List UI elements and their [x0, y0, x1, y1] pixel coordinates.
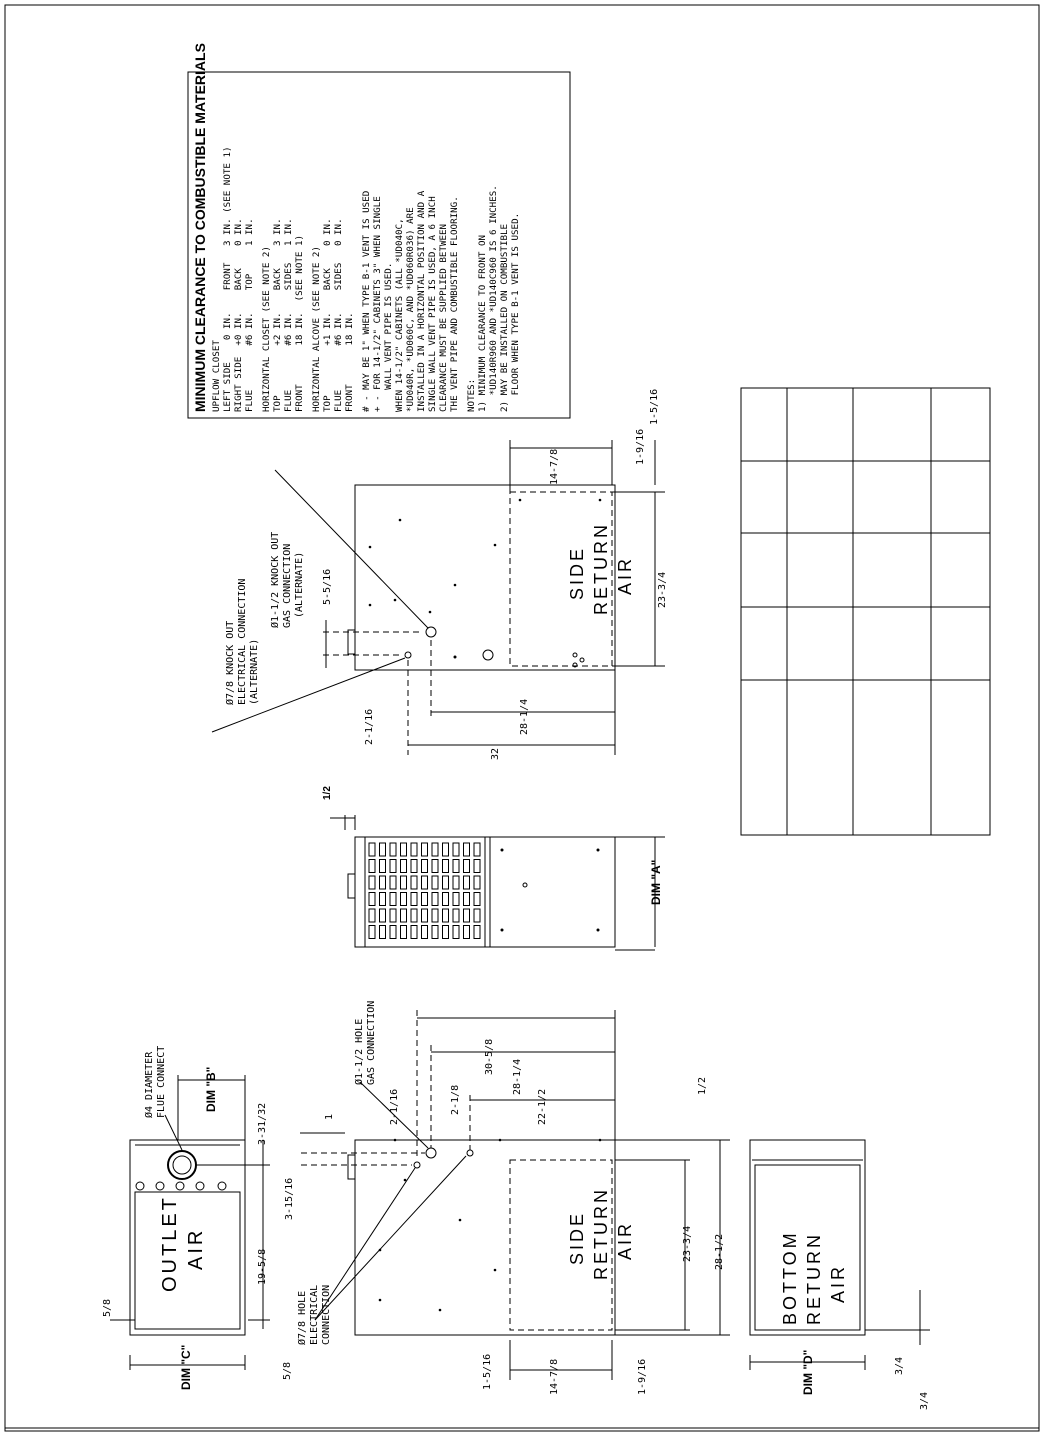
louver-slot	[411, 860, 417, 873]
louver-slot	[422, 909, 428, 922]
louver-slot	[474, 909, 480, 922]
flue-label-2: FLUE CONNECT	[156, 1045, 167, 1118]
dim-19-5-8: 19-5/8	[257, 1248, 268, 1285]
clearance-line: LEFT SIDE 0 IN. FRONT 3 IN. (SEE NOTE 1)	[222, 146, 233, 412]
dim-23-3-4-left: 23-3/4	[682, 1225, 693, 1262]
dim-23-3-4-right: 23-3/4	[657, 571, 668, 608]
dim-32: 32	[490, 747, 501, 760]
bottom-return-air-1: BOTTOM	[780, 1230, 800, 1325]
clearance-line: NOTES:	[466, 378, 477, 412]
dim-1-5-16-right: 1-5/16	[649, 388, 660, 425]
clearance-line: UPFLOW CLOSET	[211, 340, 222, 412]
louver-slot	[411, 926, 417, 939]
dim-1-5-16-left: 1-5/16	[482, 1353, 493, 1390]
bottom-return-air-2: RETURN	[804, 1232, 824, 1325]
clearance-line: FLUE #6 IN. TOP 1 IN.	[244, 218, 255, 412]
louver-slot	[464, 909, 470, 922]
flue-label-1: Ø4 DIAMETER	[144, 1051, 155, 1118]
louver-slot	[390, 893, 396, 906]
front-view	[322, 786, 665, 950]
dim-d-label: DIM "D"	[801, 1349, 815, 1395]
clearance-line: TOP +2 IN. BACK 3 IN.	[272, 218, 283, 412]
clearance-line: HORIZONTAL CLOSET (SEE NOTE 2)	[261, 246, 272, 412]
clearance-line: FLOOR WHEN TYPE B-1 VENT IS USED.	[510, 212, 521, 412]
louver-slot	[401, 926, 407, 939]
louver-slot	[443, 860, 449, 873]
dim-2-1-16-right: 2-1/16	[364, 708, 375, 745]
dim-3-4-a: 3/4	[894, 1356, 905, 1375]
clearance-line: *UD140R960 AND *UD140C960 IS 6 INCHES.	[488, 185, 499, 412]
dim-1: 1	[324, 1113, 335, 1120]
dim-1-9-16-left: 1-9/16	[637, 1358, 648, 1395]
louver-slot	[474, 876, 480, 889]
clearance-line: SINGLE WALL VENT PIPE IS USED, A 6 INCH	[427, 196, 438, 412]
louver-slot	[369, 893, 375, 906]
louver-slot	[369, 926, 375, 939]
dim-28-1-4-left: 28-1/4	[512, 1058, 523, 1095]
outlet-air-1: OUTLET	[159, 1195, 181, 1292]
louver-slot	[401, 876, 407, 889]
clearance-line: FRONT 18 IN.	[344, 312, 355, 412]
side-return-air-right-1: SIDE	[567, 545, 587, 600]
clearance-line: THE VENT PIPE AND COMBUSTIBLE FLOORING.	[449, 196, 460, 412]
louver-slot	[453, 893, 459, 906]
louver-slot	[411, 893, 417, 906]
louver-slot	[390, 860, 396, 873]
side-return-air-right-3: AIR	[615, 555, 635, 595]
louver-slot	[474, 843, 480, 856]
louver-slot	[411, 843, 417, 856]
clearance-line: WALL VENT PIPE IS USED.	[383, 262, 394, 412]
knockout-elec-label-1: Ø7/8 KNOCK OUT	[225, 620, 236, 705]
dim-14-7-8-left: 14-7/8	[549, 1358, 560, 1395]
top-view-outlet	[102, 1046, 295, 1390]
louver-slot	[443, 843, 449, 856]
bottom-return-air-3: AIR	[828, 1263, 848, 1303]
clearance-line: + - FOR 14-1/2" CABINETS 3" WHEN SINGLE	[372, 196, 383, 412]
louver-slot	[432, 876, 438, 889]
louver-slot	[432, 926, 438, 939]
clearance-line: INSTALLED IN A HORIZONTAL POSITION AND A	[416, 190, 427, 412]
louver-slot	[474, 860, 480, 873]
clearance-line: HORIZONTAL ALCOVE (SEE NOTE 2)	[311, 246, 322, 412]
side-return-air-left-3: AIR	[615, 1220, 635, 1260]
dim-5-8-a: 5/8	[102, 1298, 113, 1317]
clearance-line: TOP +1 IN. BACK 0 IN.	[322, 218, 333, 412]
dim-1-9-16-right: 1-9/16	[635, 428, 646, 465]
louver-slot	[443, 876, 449, 889]
louver-slot	[464, 843, 470, 856]
knockout-elec-label-3: (ALTERNATE)	[249, 638, 260, 705]
louver-slot	[453, 926, 459, 939]
louver-slot	[369, 843, 375, 856]
clearance-line: *UD040R, *UD060C, AND *UD060R036) ARE	[405, 207, 416, 412]
louver-slot	[401, 843, 407, 856]
outlet-air-2: AIR	[185, 1227, 207, 1270]
louver-slot	[464, 893, 470, 906]
dim-5-8-b: 5/8	[282, 1361, 293, 1380]
dim-14-7-8-right: 14-7/8	[549, 448, 560, 485]
louver-slot	[464, 876, 470, 889]
louver-slot	[411, 909, 417, 922]
dim-3-4-b: 3/4	[919, 1391, 930, 1410]
louver-slot	[453, 860, 459, 873]
dim-5-5-16: 5-5/16	[322, 568, 333, 605]
louver-slot	[453, 876, 459, 889]
hole-elec-label-3: CONNECTION	[321, 1284, 332, 1345]
dim-28-1-2: 28-1/2	[714, 1233, 725, 1270]
louver-slot	[380, 909, 386, 922]
louver-slot	[443, 926, 449, 939]
dim-a-label: DIM "A"	[649, 859, 663, 905]
dim-b-label: DIM "B"	[204, 1066, 218, 1112]
clearance-title: MINIMUM CLEARANCE TO COMBUSTIBLE MATERIALS	[192, 43, 208, 412]
dim-2-1-16-left: 2-1/16	[389, 1088, 400, 1125]
dim-2-1-8: 2-1/8	[450, 1084, 461, 1115]
louver-slot	[474, 893, 480, 906]
side-return-air-left-1: SIDE	[567, 1210, 587, 1265]
louver-slot	[422, 860, 428, 873]
louver-slot	[474, 926, 480, 939]
clearance-line: # - MAY BE 1" WHEN TYPE B-1 VENT IS USED	[361, 190, 372, 412]
louver-slot	[422, 876, 428, 889]
louver-slot	[411, 876, 417, 889]
louver-slot	[369, 876, 375, 889]
dim-22-1-2: 22-1/2	[537, 1088, 548, 1125]
clearance-line: RIGHT SIDE +0 IN. BACK 0 IN.	[233, 218, 244, 412]
louver-slot	[380, 860, 386, 873]
louver-slot	[443, 909, 449, 922]
dim-28-1-4-right: 28-1/4	[519, 698, 530, 735]
louver-slot	[369, 860, 375, 873]
louver-slot	[464, 860, 470, 873]
louver-slot	[432, 843, 438, 856]
louver-slot	[432, 860, 438, 873]
louver-slot	[390, 843, 396, 856]
knockout-gas-label-1: Ø1-1/2 KNOCK OUT	[270, 531, 281, 628]
dim-1-2-left: 1/2	[697, 1076, 708, 1095]
louver-slot	[390, 876, 396, 889]
clearance-line: 2) MAY BE INSTALLED ON COMBUSTIBLE	[499, 223, 510, 412]
louver-slot	[380, 843, 386, 856]
clearance-line: FLUE #6 IN. SIDES 0 IN.	[333, 218, 344, 412]
louver-slot	[380, 926, 386, 939]
right-side-view	[212, 389, 668, 760]
louver-slot	[453, 843, 459, 856]
left-side-view	[296, 1001, 730, 1395]
louver-slot	[432, 893, 438, 906]
louver-slot	[443, 893, 449, 906]
hole-elec-label-2: ELECTRICAL	[309, 1284, 320, 1345]
dim-1-2-front: 1/2	[322, 786, 333, 800]
louver-slot	[432, 909, 438, 922]
louver-slot	[453, 909, 459, 922]
hole-elec-label-1: Ø7/8 HOLE	[297, 1290, 308, 1345]
clearance-line: 1) MINIMUM CLEARANCE TO FRONT ON	[477, 234, 488, 412]
louver-slot	[422, 843, 428, 856]
knockout-gas-label-2: GAS CONNECTION	[282, 543, 293, 628]
louver-slot	[401, 893, 407, 906]
knockout-gas-label-3: (ALTERNATE)	[294, 551, 305, 618]
dim-30-5-8: 30-5/8	[484, 1038, 495, 1075]
louver-slot	[464, 926, 470, 939]
louver-slot	[422, 926, 428, 939]
clearance-line: WHEN 14-1/2" CABINETS (ALL *UD040C,	[394, 218, 405, 412]
clearance-table	[188, 43, 570, 418]
louver-slot	[390, 909, 396, 922]
dim-c-label: DIM "C"	[179, 1344, 193, 1390]
knockout-elec-label-2: ELECTRICAL CONNECTION	[237, 578, 248, 705]
side-return-air-left-2: RETURN	[591, 1187, 611, 1280]
louver-slot	[380, 876, 386, 889]
dim-3-31-32: 3-31/32	[257, 1102, 268, 1145]
hole-gas-label-2: GAS CONNECTION	[366, 1000, 377, 1085]
louver-slot	[422, 893, 428, 906]
clearance-line: CLEARANCE MUST BE SUPPLIED BETWEEN	[438, 223, 449, 412]
louver-slot	[390, 926, 396, 939]
louver-slot	[380, 893, 386, 906]
bottom-return-view	[750, 1140, 930, 1410]
louver-slot	[401, 860, 407, 873]
clearance-line: FRONT 18 IN. (SEE NOTE 1)	[294, 234, 305, 412]
side-return-air-right-2: RETURN	[591, 522, 611, 615]
hole-gas-label-1: Ø1-1/2 HOLE	[354, 1018, 365, 1085]
louver-slot	[401, 909, 407, 922]
clearance-line: FLUE #6 IN. SIDES 1 IN.	[283, 218, 294, 412]
model-dimension-table	[741, 388, 990, 835]
louver-slot	[369, 909, 375, 922]
dim-3-15-16: 3-15/16	[284, 1177, 295, 1220]
